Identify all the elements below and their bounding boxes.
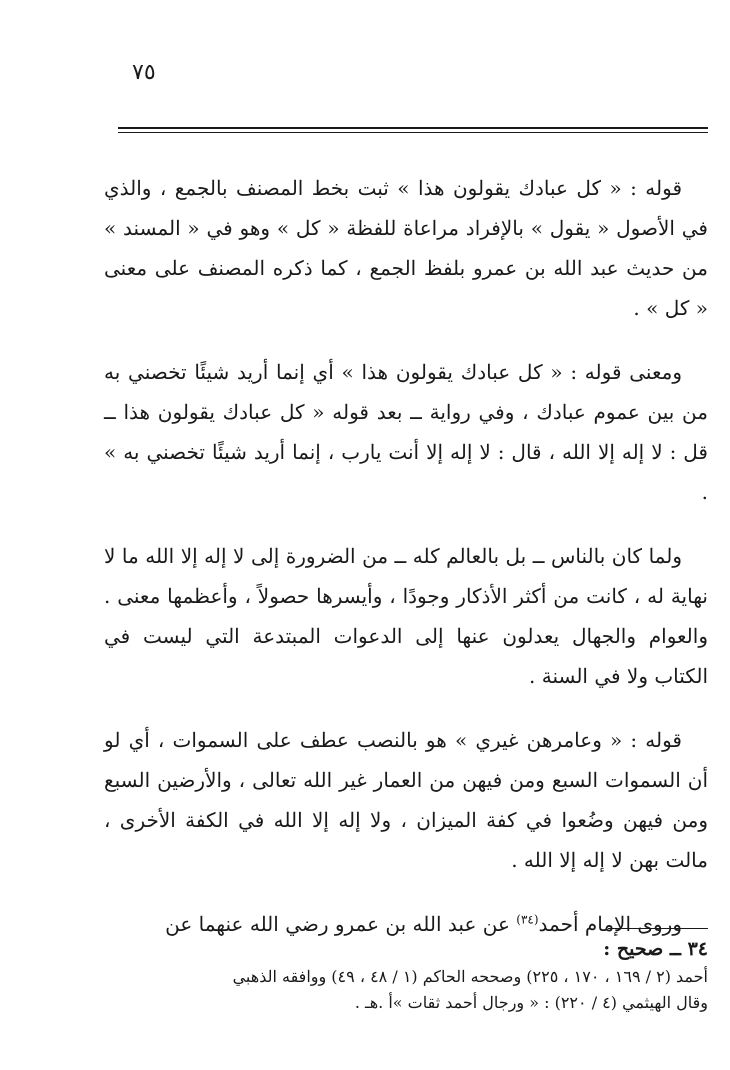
footnote-heading: ٣٤ ــ صحيح : [603,938,708,960]
paragraph: ومعنى قوله : « كل عبادك يقولون هذا » أي إنما أريد شيئًا تخصني به من بين عموم عبادك ، وفي رواية ــ بعد قوله « كل عبادك يقولون هذا ــ قل : لا إله إلا الله ، قال : لا إله إلا أنت يارب ، إنما أريد شيئًا تخصني به » . [104,360,708,504]
footnotes [104,936,708,1016]
paragraph: قوله : « وعامرهن غيري » هو بالنصب عطف على السموات ، أي لو أن السموات السبع ومن فيهن من العمار غير الله تعالى ، والأرضين السبع ومن فيهن وضُعوا في كفة الميزان ، ولا إله إلا الله في الكفة الأخرى ، مالت بهن لا إله إلا الله . [104,728,708,872]
paragraph-text: وروى الإمام أحمد [538,912,682,936]
paragraph: ولما كان بالناس ــ بل بالعالم كله ــ من الضرورة إلى لا إله إلا الله ما لا نهاية له ، كانت من أكثر الأذكار وجودًا ، وأيسرها حصولاً ، وأعظمها معنى . والعوام والجهال يعدلون عنها إلى الدعوات المبتدعة التي ليست في الكتاب ولا في السنة . [104,544,708,688]
header-rule [118,127,708,133]
footnote-line: أحمد (٢ / ١٦٩ ، ١٧٠ ، ٢٢٥) وصححه الحاكم (١ / ٤٨ ، ٤٩) ووافقه الذهبي [232,967,708,986]
footnote-line: وقال الهيثمي (٤ / ٢٢٠) : « ورجال أحمد ثقات »أ .هـ . [354,993,708,1012]
body-text [104,168,708,944]
paragraph-text: عن عبد الله بن عمرو رضي الله عنهما عن [165,912,517,936]
footnote-rule [608,928,708,929]
page-number: ٧٥ [132,60,156,85]
footnote-reference[interactable]: (٣٤) [516,912,539,927]
paragraph: قوله : « كل عبادك يقولون هذا » ثبت بخط المصنف بالجمع ، والذي في الأصول « يقول » بالإفراد مراعاة للفظة « كل » وهو في « المسند » من حديث عبد الله بن عمرو بلفظ الجمع ، كما ذكره المصنف على معنى « كل » . [104,176,708,320]
